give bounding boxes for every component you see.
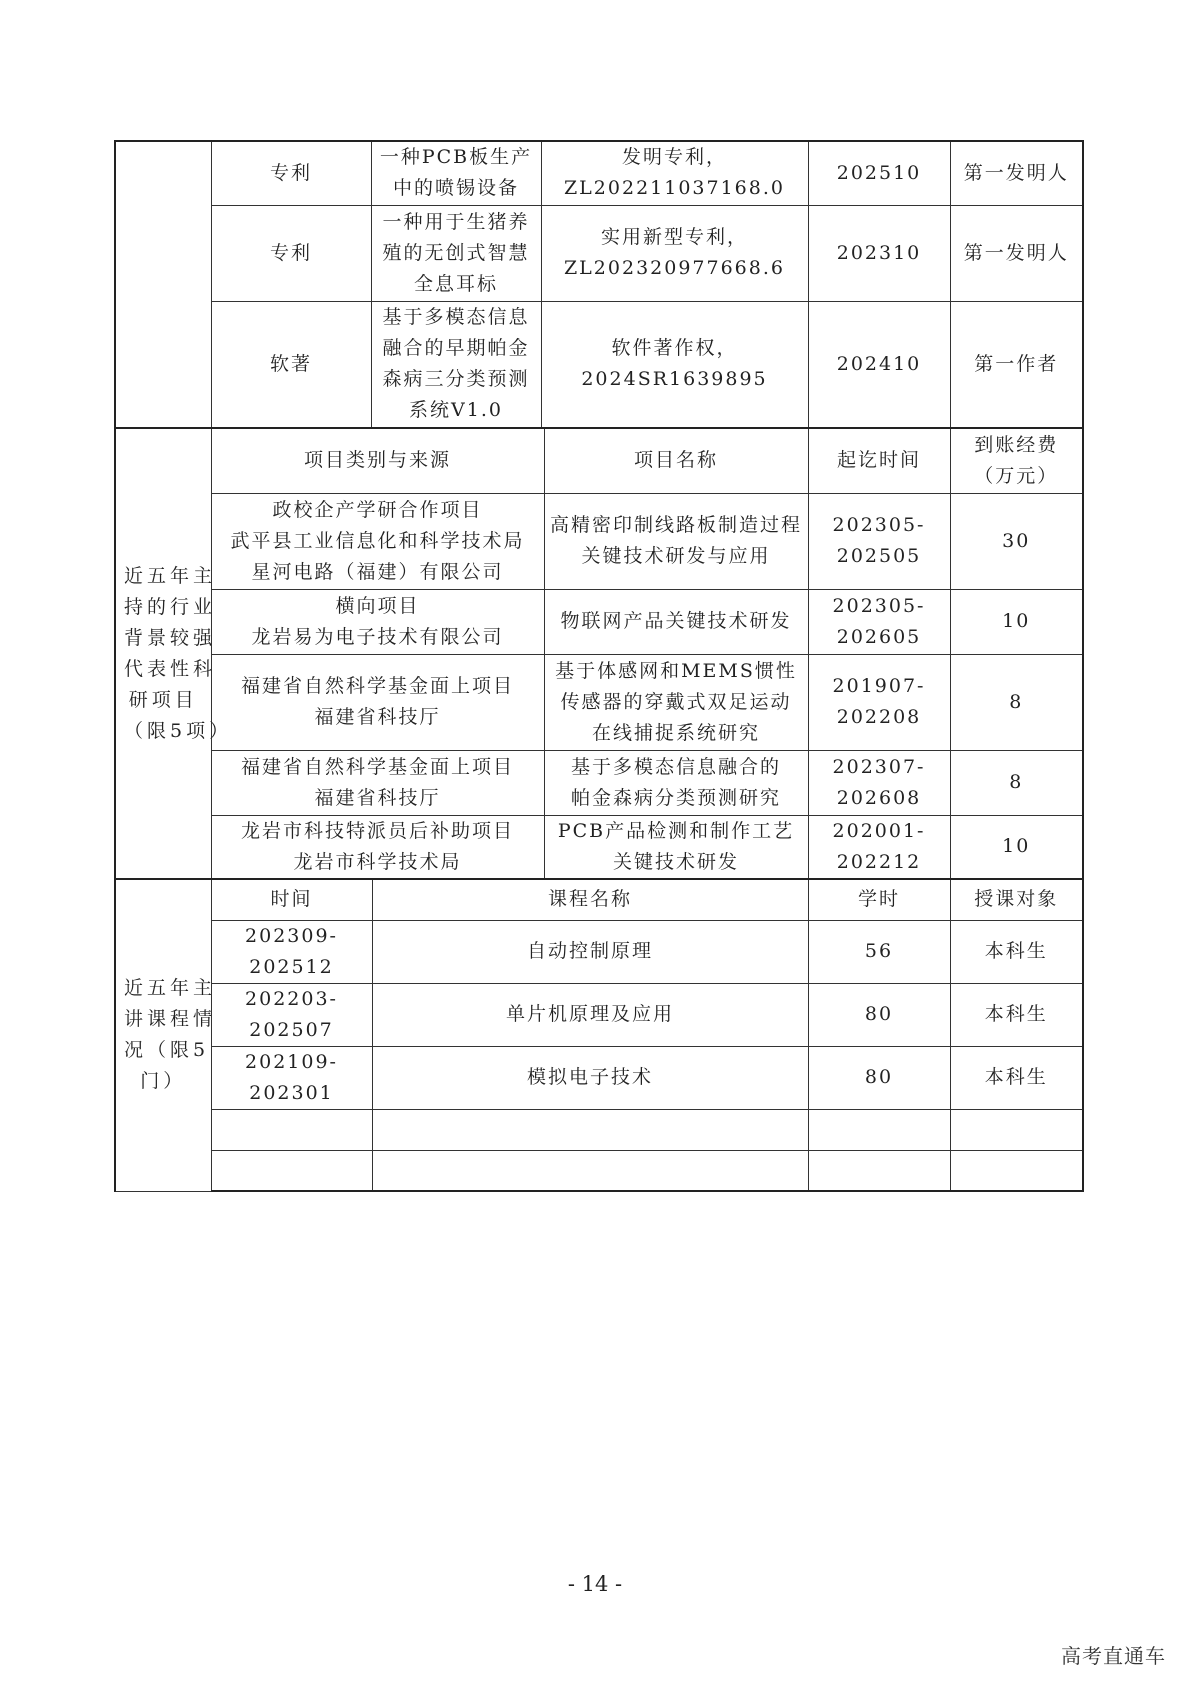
project-source: 福建省自然科学基金面上项目 福建省科技厅 bbox=[211, 750, 544, 815]
course-hours: 80 bbox=[808, 1046, 950, 1109]
course-hours bbox=[808, 1150, 950, 1191]
course-period: 202203-202507 bbox=[211, 983, 372, 1046]
course-hours bbox=[808, 1109, 950, 1150]
achievement-row bbox=[115, 205, 1083, 301]
project-source: 福建省自然科学基金面上项目 福建省科技厅 bbox=[211, 654, 544, 750]
project-period: 202305-202505 bbox=[808, 493, 950, 589]
courses-header-name: 课程名称 bbox=[372, 879, 808, 920]
course-audience: 本科生 bbox=[950, 920, 1083, 983]
project-funding: 10 bbox=[950, 589, 1083, 654]
project-row bbox=[115, 815, 1083, 879]
course-hours: 56 bbox=[808, 920, 950, 983]
courses-section-label: 近五年主 讲课程情 况（限5 门） bbox=[115, 879, 211, 1191]
course-row bbox=[115, 1109, 1083, 1150]
achievement-row bbox=[115, 301, 1083, 428]
project-funding: 30 bbox=[950, 493, 1083, 589]
courses-header-period: 时间 bbox=[211, 879, 372, 920]
course-name: 自动控制原理 bbox=[372, 920, 808, 983]
achievement-section-label bbox=[115, 141, 211, 428]
course-period: 202309-202512 bbox=[211, 920, 372, 983]
achievement-row bbox=[115, 141, 1083, 205]
page-number: - 14 - bbox=[567, 1572, 623, 1596]
achievement-type: 软著 bbox=[211, 301, 371, 428]
course-row bbox=[115, 983, 1083, 1046]
project-source: 横向项目 龙岩易为电子技术有限公司 bbox=[211, 589, 544, 654]
achievement-title: 一种PCB板生产 中的喷锡设备 bbox=[371, 141, 541, 205]
courses-header-hours: 学时 bbox=[808, 879, 950, 920]
achievement-date: 202410 bbox=[808, 301, 950, 428]
project-name: 基于体感网和MEMS惯性 传感器的穿戴式双足运动 在线捕捉系统研究 bbox=[544, 654, 808, 750]
project-period: 202305-202605 bbox=[808, 589, 950, 654]
course-audience: 本科生 bbox=[950, 1046, 1083, 1109]
course-audience bbox=[950, 1150, 1083, 1191]
course-row bbox=[115, 1150, 1083, 1191]
project-period: 202001-202212 bbox=[808, 815, 950, 879]
project-funding: 10 bbox=[950, 815, 1083, 879]
project-row bbox=[115, 654, 1083, 750]
project-name: 高精密印制线路板制造过程 关键技术研发与应用 bbox=[544, 493, 808, 589]
course-row bbox=[115, 1046, 1083, 1109]
achievement-detail: 实用新型专利， ZL202320977668.6 bbox=[541, 205, 808, 301]
achievements-table bbox=[114, 140, 1084, 429]
course-hours: 80 bbox=[808, 983, 950, 1046]
project-name: 物联网产品关键技术研发 bbox=[544, 589, 808, 654]
courses-header-row bbox=[115, 879, 1083, 920]
course-row bbox=[115, 920, 1083, 983]
project-name: 基于多模态信息融合的 帕金森病分类预测研究 bbox=[544, 750, 808, 815]
project-funding: 8 bbox=[950, 750, 1083, 815]
achievement-date: 202310 bbox=[808, 205, 950, 301]
achievement-type: 专利 bbox=[211, 141, 371, 205]
project-period: 201907-202208 bbox=[808, 654, 950, 750]
project-period: 202307-202608 bbox=[808, 750, 950, 815]
achievement-detail: 软件著作权， 2024SR1639895 bbox=[541, 301, 808, 428]
project-row bbox=[115, 750, 1083, 815]
projects-header-row bbox=[115, 428, 1083, 493]
watermark-text: 高考直通车 bbox=[1061, 1644, 1166, 1668]
projects-header-period: 起讫时间 bbox=[808, 428, 950, 493]
achievement-title: 一种用于生猪养 殖的无创式智慧 全息耳标 bbox=[371, 205, 541, 301]
courses-header-audience: 授课对象 bbox=[950, 879, 1083, 920]
achievement-title: 基于多模态信息 融合的早期帕金 森病三分类预测 系统V1.0 bbox=[371, 301, 541, 428]
project-source: 龙岩市科技特派员后补助项目 龙岩市科学技术局 bbox=[211, 815, 544, 879]
course-period bbox=[211, 1109, 372, 1150]
course-audience: 本科生 bbox=[950, 983, 1083, 1046]
project-row bbox=[115, 589, 1083, 654]
projects-header-name: 项目名称 bbox=[544, 428, 808, 493]
projects-table bbox=[114, 427, 1084, 880]
project-source: 政校企产学研合作项目 武平县工业信息化和科学技术局 星河电路（福建）有限公司 bbox=[211, 493, 544, 589]
achievement-role: 第一作者 bbox=[950, 301, 1083, 428]
projects-section-label: 近五年主 持的行业 背景较强 代表性科 研项目 （限5项） bbox=[115, 428, 211, 879]
course-period: 202109-202301 bbox=[211, 1046, 372, 1109]
projects-header-source: 项目类别与来源 bbox=[211, 428, 544, 493]
course-name: 单片机原理及应用 bbox=[372, 983, 808, 1046]
achievement-date: 202510 bbox=[808, 141, 950, 205]
project-funding: 8 bbox=[950, 654, 1083, 750]
project-name: PCB产品检测和制作工艺 关键技术研发 bbox=[544, 815, 808, 879]
course-period bbox=[211, 1150, 372, 1191]
course-name: 模拟电子技术 bbox=[372, 1046, 808, 1109]
projects-header-funding: 到账经费 （万元） bbox=[950, 428, 1083, 493]
project-row bbox=[115, 493, 1083, 589]
courses-table bbox=[114, 878, 1084, 1192]
course-audience bbox=[950, 1109, 1083, 1150]
achievement-type: 专利 bbox=[211, 205, 371, 301]
course-name bbox=[372, 1109, 808, 1150]
achievement-role: 第一发明人 bbox=[950, 141, 1083, 205]
course-name bbox=[372, 1150, 808, 1191]
achievement-role: 第一发明人 bbox=[950, 205, 1083, 301]
achievement-detail: 发明专利， ZL202211037168.0 bbox=[541, 141, 808, 205]
